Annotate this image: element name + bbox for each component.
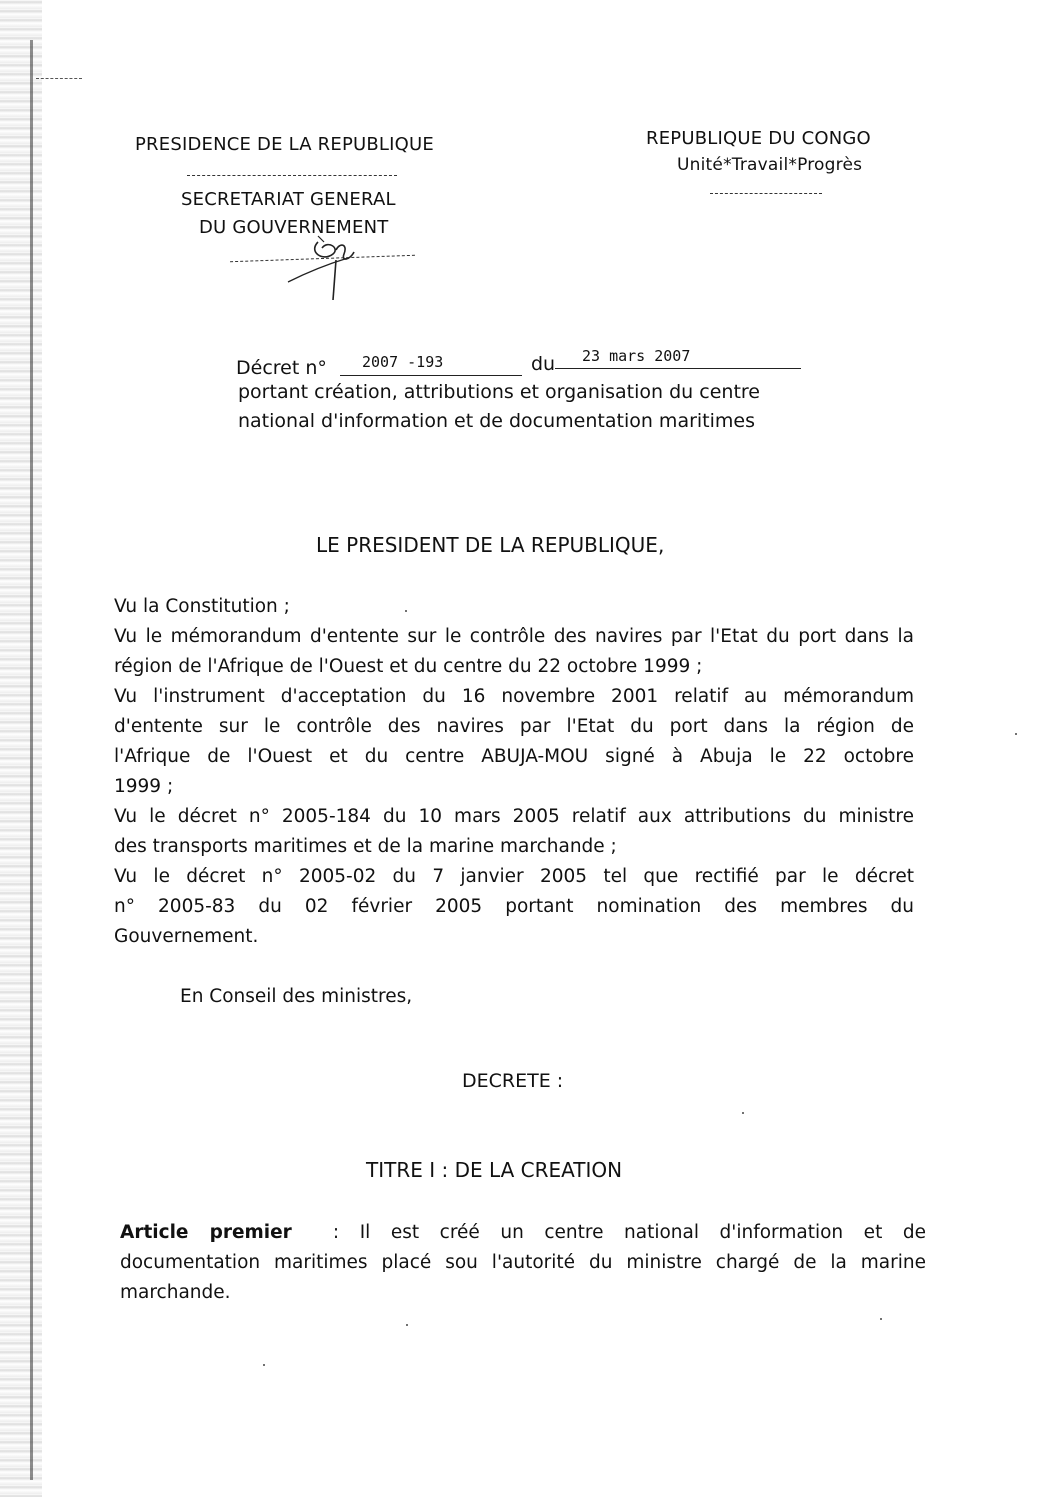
scan-speck — [1015, 733, 1017, 735]
visa-line: région de l'Afrique de l'Ouest et du centre du 22 octobre 1999 ; — [114, 656, 703, 677]
header-left-separator — [187, 175, 397, 176]
article-premier-block — [120, 1218, 926, 1308]
decree-subject-line2: national d'information et de documentation maritimes — [238, 410, 755, 432]
visa-line: Vu l'instrument d'acceptation du 16 novembre 2001 relatif au mémorandum — [114, 686, 914, 707]
visa-line: 1999 ; — [114, 776, 174, 797]
header-republique: REPUBLIQUE DU CONGO — [646, 128, 871, 149]
header-gouvernement: DU GOUVERNEMENT — [199, 217, 389, 238]
visa-line: l'Afrique de l'Ouest et du centre ABUJA-MOU signé à Abuja le 22 octobre — [114, 746, 914, 767]
scan-speck — [263, 1364, 265, 1366]
visa-line: Gouvernement. — [114, 926, 259, 947]
visa-line: des transports maritimes et de la marine marchande ; — [114, 836, 617, 857]
scan-speck — [880, 1318, 882, 1320]
article-label: Article premier — [120, 1222, 292, 1243]
article-line-3: marchande. — [120, 1282, 231, 1303]
visa-line: Vu le décret n° 2005-184 du 10 mars 2005 relatif aux attributions du ministre — [114, 806, 914, 827]
handwritten-initials — [278, 232, 388, 306]
scan-edge-artifact — [0, 0, 42, 1497]
decree-date-underline — [555, 368, 801, 369]
header-presidence: PRESIDENCE DE LA REPUBLIQUE — [135, 134, 434, 155]
decree-number: 2007 -193 — [362, 353, 444, 371]
visas-block — [114, 592, 914, 952]
article-text-1: : Il est créé un centre national d'information et de — [332, 1222, 926, 1243]
scan-speck — [405, 610, 407, 612]
header-right-separator — [710, 193, 822, 194]
visa-line: d'entente sur le contrôle des navires par l'Etat du port dans la région de — [114, 716, 914, 737]
decrete-heading: DECRETE : — [462, 1070, 564, 1092]
article-line-1 — [120, 1218, 926, 1248]
scan-edge-line — [30, 40, 33, 1480]
scan-edge-dash — [36, 78, 82, 79]
header-secretariat: SECRETARIAT GENERAL — [181, 189, 396, 210]
visa-line: n° 2005-83 du 02 février 2005 portant nomination des membres du — [114, 896, 914, 917]
decree-du: du — [531, 353, 556, 375]
decree-subject-line1: portant création, attributions et organisation du centre — [238, 381, 760, 403]
header-motto: Unité*Travail*Progrès — [677, 155, 863, 175]
visa-line: Vu le décret n° 2005-02 du 7 janvier 2005 tel que rectifié par le décret — [114, 866, 914, 887]
president-title: LE PRESIDENT DE LA REPUBLIQUE, — [316, 533, 665, 557]
article-line-2: documentation maritimes placé sou l'autorité du ministre chargé de la marine — [120, 1252, 926, 1273]
conseil-des-ministres: En Conseil des ministres, — [180, 986, 413, 1007]
decree-date: 23 mars 2007 — [582, 347, 691, 365]
visa-line: Vu le mémorandum d'entente sur le contrôle des navires par l'Etat du port dans la — [114, 626, 914, 647]
scan-speck — [742, 1112, 744, 1114]
visa-line: Vu la Constitution ; — [114, 596, 290, 617]
titre-heading: TITRE I : DE LA CREATION — [366, 1158, 623, 1182]
decree-prefix: Décret n° — [236, 357, 327, 379]
scan-speck — [406, 1324, 408, 1326]
decree-number-underline — [340, 375, 522, 376]
